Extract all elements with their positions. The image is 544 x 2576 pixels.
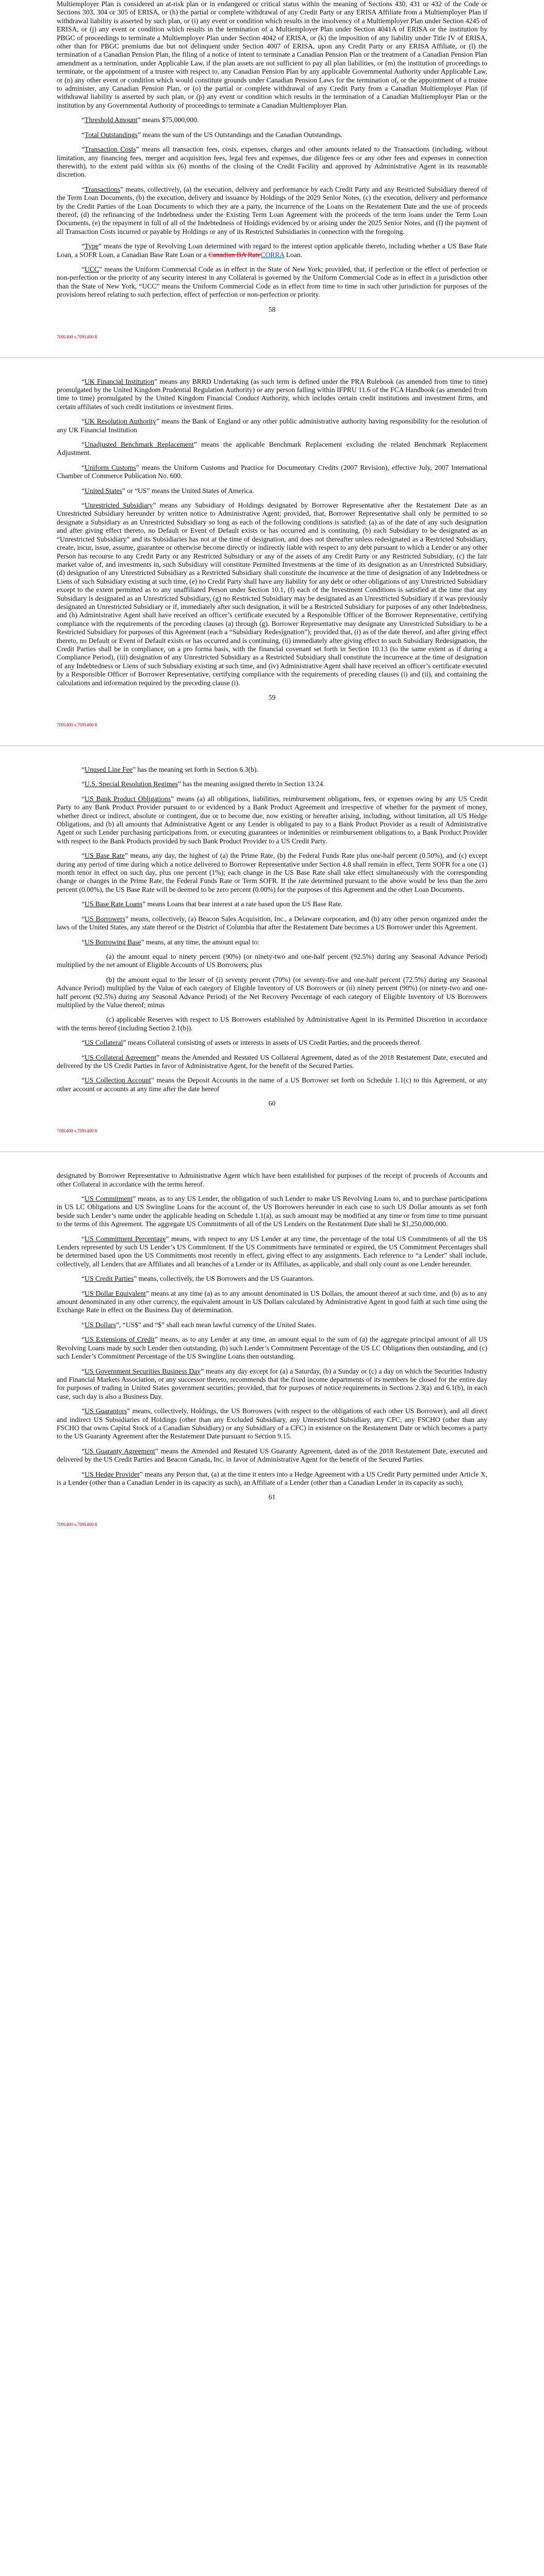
- definition-paragraph: [57, 131, 487, 139]
- open-text: “: [81, 377, 85, 385]
- definition-paragraph: [57, 1235, 487, 1269]
- definition-text: ” means, as to any US Lender, the obligation of such Lender to make US Revolving Loans to, and to purchase participations in US LC Obligations and US Swingline Loans for the account of, the US Borrowers hereunder in each case to such US Dollar amounts as set forth beside such Lender’s name under the applicable heading on Schedule 1.1(a), as such amount may be modified at any time or from time to time pursuant to the terms of this Agreement. The aggregate US Commitments of all of the US Lenders on the Restatement Date shall be $1,250,000,000.: [57, 1195, 487, 1228]
- definition-paragraph: [57, 440, 487, 457]
- defined-term: UK Resolution Authority: [85, 417, 156, 426]
- defined-term: US Commitment Percentage: [85, 1234, 166, 1243]
- definition-text: ” means, collectively, (a) Beacon Sales Acquisition, Inc., a Delaware corporation, and (b) any other person organized under the laws of the United States, any state thereof or the District of Columbia that after the Restatement Date becomes a US Borrower under this Agreement.: [57, 914, 487, 931]
- open-text: “: [81, 185, 85, 193]
- definition-paragraph: [57, 378, 487, 412]
- defined-term: UCC: [85, 265, 99, 273]
- defined-term: UK Financial Institution: [85, 377, 155, 385]
- open-text: “: [81, 766, 85, 773]
- open-text: “: [81, 1407, 85, 1415]
- definition-text: ” means all transaction fees, costs, expenses, charges and other amounts related to the Transactions (including, without limitation, any financing fees, merger and acquisition fees, legal fees and expenses, due diligence fees or any other fees and expenses in connection therewith), to the extent paid within six (6) months of the closing of the Credit Facility and approved by Administrative Agent in its reasonable discretion.: [57, 145, 487, 179]
- defined-term: Threshold Amount: [85, 116, 138, 124]
- definition-paragraph: [57, 852, 487, 894]
- page-break-gap: [57, 746, 487, 766]
- definition-paragraph: [57, 938, 487, 946]
- defined-term: Unrestricted Subsidiary: [85, 501, 153, 510]
- open-text: “: [81, 1039, 85, 1047]
- definition-paragraph: [57, 1367, 487, 1401]
- definition-paragraph: [57, 795, 487, 845]
- defined-term: Unadjusted Benchmark Replacement: [85, 440, 194, 449]
- open-text: “: [81, 1195, 85, 1202]
- definition-text: ” means, collectively, Holdings, the US Borrowers (with respect to the obligations of each other US Borrower), and all direct and indirect US Subsidiaries of Holdings (other than any Excluded Subsidiary, any Unrestricted Subsidiary, any CFC, any FSCHO (other than any FSCHO that owns Capital Stock of a Canadian Subsidiary) or any Subsidiary of a CFC) in existence on the Restatement Date or which becomes a party to the US Guaranty Agreement after the Restatement Date pursuant to Section 9.15.: [57, 1407, 487, 1440]
- document-page: [0, 746, 544, 1134]
- open-text: “: [81, 463, 85, 471]
- deleted-text: Canadian BA Rate: [208, 250, 261, 259]
- definition-text: ” means the Uniform Customs and Practice for Documentary Credits (2007 Revision), effective July, 2007 International Chamber of Commerce Publication No. 600.: [57, 463, 487, 480]
- definition-paragraph: [57, 242, 487, 259]
- defined-term: US Guaranty Agreement: [85, 1447, 155, 1455]
- defined-term: U.S. Special Resolution Regimes: [85, 780, 178, 788]
- open-text: “: [81, 914, 85, 923]
- open-text: “: [81, 501, 85, 510]
- page-number: 58: [268, 305, 276, 313]
- defined-term: US Commitment: [85, 1195, 133, 1202]
- defined-term: Type: [85, 242, 99, 250]
- definition-paragraph: [57, 1076, 487, 1093]
- definition-text: ” has the meaning set forth in Section 6.3(b).: [132, 766, 258, 773]
- trailing-text: Loan.: [284, 250, 303, 259]
- definition-paragraph: [57, 487, 487, 495]
- definition-text: ” means the Amended and Restated US Collateral Agreement, dated as of the 2018 Restatement Date, executed and delivered by the US Credit Parties in favor of Administrative Agent, for the benefit of the Secured Parties.: [57, 1053, 487, 1070]
- definition-paragraph: [57, 464, 487, 481]
- definition-text: ” means any Subsidiary of Holdings designated by Borrower Representative after the Restatement Date as an Unrestricted Subsidiary hereunder by written notice to Administrative Agent; provided, that, Borrower Representative shall only be permitted to so designate a Subsidiary as an Unrestricted Subsidiary so long as each of the following conditions is satisfied: (a) as of the date of any such designation and after giving effect thereto, no Default or Event of Default exists or has occurred and is continuing, (b) each Subsidiary to be designated as an “Unrestricted Subsidiary” and its Subsidiaries has not at the time of designation, and does not thereafter unless redesignated as a Restricted Subsidiary, create, incur, issue, assume, guarantee or otherwise become directly or indirectly liable with respect to any debt pursuant to which a Lender or any other Person has recourse to any Credit Party or any Restricted Subsidiary or any of the assets of any Credit Party or any Restricted Subsidiary, (c) the fair market value of, and investments in, such Subsidiary will constitute Permitted Investments at the time of its designation as an Unrestricted Subsidiary, (d) designation of any Unrestricted Subsidiary as a Restricted Subsidiary shall constitute the incurrence at the time of designation of any Indebtedness or Liens of such Subsidiary existing at such time, (e) no Credit Party shall have any liability for any debt or other obligations of any Unrestricted Subsidiary except to the extent permitted as to any unaffiliated Person under Section 10.1, (f) each of the Investment Conditions is satisfied at the time that any Subsidiary is designated as an Unrestricted Subsidiary, (g) no Restricted Subsidiary may be designated as an Unrestricted Subsidiary if it was previously designated an Unrestricted Subsidiary or if, immediately after such designation, it will be a Restricted Subsidiary for purposes of any other Indebtedness, and (h) Administrative Agent shall have received an officer’s certificate executed by a Responsible Officer of the Borrower Representative, certifying compliance with the requirements of the preceding clauses (a) through (g). Borrower Representative may designate any Unrestricted Subsidiary to be a Restricted Subsidiary for purposes of this Agreement (each a “Subsidiary Redesignation”); provided that, (i) as of the date thereof, and after giving effect thereto, no Default or Event of Default exists or has occurred and is continuing, (ii) immediately after giving effect to such Subsidiary Redesignation, the Credit Parties shall be in compliance, on a pro forma basis, with the financial covenant set forth in Section 10.13 (to the same extent as if during a Compliance Period), (iii) designation of any Unrestricted Subsidiary as a Restricted Subsidiary shall constitute the incurrence at the time of designation of any Indebtedness or Liens of such Subsidiary existing at such time, and (iv) Administrative Agent shall have received an officer’s certificate executed by a Responsible Officer of Borrower Representative, certifying compliance with the requirements of preceding clauses (i) and (ii), and containing the calculations and information required by the preceding clause (i).: [57, 501, 487, 687]
- open-text: “: [81, 1234, 85, 1243]
- open-text: “: [81, 938, 85, 946]
- definition-text: ” means the applicable Benchmark Replacement excluding the related Benchmark Replacement Adjustment.: [57, 440, 487, 457]
- open-text: “: [81, 130, 85, 139]
- defined-term: US Borrowing Base: [85, 938, 141, 946]
- open-text: “: [81, 1076, 85, 1084]
- text-paragraph: [57, 1172, 487, 1189]
- defined-term: US Base Rate: [85, 852, 125, 860]
- defined-term: US Base Rate Loans: [85, 900, 143, 908]
- open-text: “: [81, 900, 85, 908]
- document-id: 7091400 v.7091400 8: [57, 722, 97, 727]
- open-text: “: [81, 1053, 85, 1061]
- defined-term: US Government Securities Business Day: [85, 1367, 201, 1375]
- defined-term: US Collateral Agreement: [85, 1053, 157, 1061]
- definition-text: ” means Collateral consisting of assets or interests in assets of US Credit Parties, and the proceeds thereof.: [123, 1039, 422, 1047]
- defined-term: US Borrowers: [85, 914, 125, 923]
- definition-paragraph: [57, 1290, 487, 1315]
- definition-text: ” means, as to any Lender at any time, an amount equal to the sum of (a) the aggregate principal amount of all US Revolving Loans made by such Lender then outstanding, (b) such Lender’s Commitment Percentage of the US LC Obligations then outstanding, and (c) such Lender’s Commitment Percentage of the US Swingline Loans then outstanding.: [57, 1335, 487, 1361]
- defined-term: Total Outstandings: [85, 130, 138, 139]
- definition-paragraph: [57, 417, 487, 434]
- open-text: “: [81, 794, 85, 803]
- open-text: Multiemployer Plan is considered an at-risk plan or in endangered or critical status within the meaning of Sections 430, 431 or 432 of the Code or Sections 303, 304 or 305 of ERISA, or (h) the partial or complete withdrawal of any Credit Party or any ERISA Affiliate from a Multiemployer Plan if withdrawal liability is asserted by such plan, or (i) any event or condition which results in the insolvency of a Multiemployer Plan under Section 4245 of ERISA, or (j) any event or condition which results in the termination of a Multiemployer Plan under Section 4041A of ERISA or the institution by PBGC of proceedings to terminate a Multiemployer Plan under Section 4042 of ERISA, or (k) the imposition of any liability under Title IV of ERISA, other than for PBGC premiums due but not delinquent under Section 4007 of ERISA, upon any Credit Party or any ERISA Affiliate, or (l) the termination of a Canadian Pension Plan, the filing of a notice of intent to terminate a Canadian Pension Plan or the treatment of a Canadian Pension Plan amendment as a termination, under Applicable Law, if the plan assets are not sufficient to pay all plan liabilities, or (m) the institution of proceedings to terminate, or the appointment of a trustee with respect to, any Canadian Pension Plan by any applicable Governmental Authority under Applicable Law, or (n) any other event or condition which would constitute grounds under Canadian Pension Laws for the termination of, or the appointment of a trustee to administer, any Canadian Pension Plan, or (o) the partial or complete withdrawal of any Credit Party from a Canadian Multiemployer Plan (if withdrawal liability is asserted by such plan, or (p) any event or condition which results in the termination of a Canadian Multiemployer Plan or the institution by any Governmental Authority of proceedings to terminate a Canadian Multiemployer Plan.: [57, 0, 487, 109]
- definition-text: ” means the Deposit Accounts in the name of a US Borrower set forth on Schedule 1.1(c) to this Agreement, or any other account or accounts at any time after the date hereof: [57, 1076, 487, 1093]
- defined-term: US Extensions of Credit: [85, 1335, 155, 1344]
- page-break-gap: [57, 1152, 487, 1172]
- open-text: “: [81, 242, 85, 250]
- open-text: “: [81, 486, 85, 495]
- defined-term: US Collateral: [85, 1039, 123, 1047]
- definition-text: ” means, any day, the highest of (a) the Prime Rate, (b) the Federal Funds Rate plus one-half percent (0.50%), and (c) except during any period of time during which a notice delivered to Borrower Representative under Section 4.8 shall remain in effect, Term SOFR for a one (1) month tenor in effect on such day, plus one percent (1%); each change in the US Base Rate shall take effect simultaneously with the corresponding change or changes in the Prime Rate, the Federal Funds Rate or Term SOFR. If the rate determined pursuant to the above would be less than the zero percent (0.00%), the US Base Rate will be deemed to be zero percent (0.00%) for the purposes of this Agreement and the other Loan Documents.: [57, 852, 487, 893]
- definition-paragraph: [57, 1470, 487, 1487]
- defined-term: US Collection Account: [85, 1076, 151, 1084]
- definition-paragraph: [57, 1407, 487, 1441]
- text-paragraph: [57, 1015, 487, 1032]
- document-id: 7091400 v.7091400 8: [57, 1128, 97, 1134]
- document-id: 7091400 v.7091400 8: [57, 1522, 97, 1528]
- open-text: (b) the amount equal to the lesser of (i) seventy percent (70%) (or seventy-five and one-half percent (72.5%) during any Seasonal Advance Period) multiplied by the Value of each category of Eligible Inventory of US Borrowers or (ii) ninety percent (90%) (or ninety-two and one-half percent (92.5%) during any Seasonal Advance Period) of the Net Recovery Percentage of each category of Eligible Inventory of US Borrowers multiplied by the Value thereof; minus: [57, 975, 487, 1009]
- open-text: “: [81, 852, 85, 860]
- definition-paragraph: [57, 1195, 487, 1229]
- definition-paragraph: [57, 116, 487, 124]
- open-text: “: [81, 116, 85, 124]
- definition-paragraph: [57, 780, 487, 788]
- definition-text: ” means, collectively, (a) the execution, delivery and performance by each Credit Party and any Restricted Subsidiary thereof of the Term Loan Documents, (b) the execution, delivery and issuance by Holdings of the 2029 Senior Notes, (c) the execution, delivery and performance by the Credit Parties of the Loan Documents to which they are a party, the incurrence of the Loans on the Restatement Date and the use of proceeds thereof, (d) the refinancing of the Indebtedness under the Existing Term Loan Agreement with the proceeds of the term loans under the Term Loan Documents, (e) the repayment in full of all of the Indebtedness of Holdings evidenced by or arising under the 2025 Senior Notes, and (f) the payment of all Transaction Costs incurred or payable by Holdings or any of its Restricted Subsidiaries in connection with the foregoing.: [57, 185, 487, 235]
- defined-term: US Credit Parties: [85, 1275, 134, 1283]
- document-page: [0, 1152, 544, 1528]
- open-text: “: [81, 1367, 85, 1375]
- definition-text: ” means (a) all obligations, liabilities, reimbursement obligations, fees, or expenses owing by any US Credit Party to any Bank Product Provider pursuant to or evidenced by a Bank Product Agreement and irrespective of whether for the payment of money, whether direct or indirect, absolute or contingent, due or to become due, now existing or hereafter arising, including, without limitation, all US Hedge Obligations, and (b) all amounts that Administrative Agent or any Lender is obligated to pay to a Bank Product Provider as a result of Administrative Agent or such Lender purchasing participations from, or executing guarantees or indemnities or reimbursement obligations to, a Bank Product Provider with respect to the Bank Products provided by such Bank Product Provider to a US Credit Party.: [57, 794, 487, 845]
- open-text: “: [81, 1447, 85, 1455]
- defined-term: US Bank Product Obligations: [85, 794, 171, 803]
- open-text: “: [81, 1320, 85, 1329]
- definition-text: ” means, at any time, the amount equal to:: [141, 938, 260, 946]
- definition-paragraph: [57, 1039, 487, 1047]
- definition-paragraph: [57, 1054, 487, 1071]
- document-id: 7091400 v.7091400 8: [57, 334, 97, 340]
- open-text: (c) applicable Reserves with respect to US Borrowers established by Administrative Agent in its Permitted Discretion in accordance with the terms hereof (including Section 2.1(b)).: [57, 1015, 487, 1032]
- definition-paragraph: [57, 1275, 487, 1283]
- open-text: “: [81, 417, 85, 426]
- definition-text: ” means, with respect to any US Lender at any time, the percentage of the total US Commitments of all the US Lenders represented by such US Lender’s US Commitment. If the US Commitments have terminated or expired, the US Commitment Percentages shall be determined based upon the US Commitments most recently in effect, giving effect to any assignments. Each reference to “a Lender” shall include, collectively, all Lenders that are Affiliates and all branches of a Lender or its Affiliates, as applicable, and shall only count as one Lender hereunder.: [57, 1234, 488, 1268]
- defined-term: Transactions: [85, 185, 121, 193]
- document-page: [0, 0, 544, 340]
- page-number: 60: [268, 1099, 276, 1108]
- page-number: 61: [268, 1493, 276, 1501]
- open-text: “: [81, 440, 85, 449]
- open-text: (a) the amount equal to ninety percent (90%) (or ninety-two and one-half percent (92.5%) during any Seasonal Advance Period) multiplied by the net amount of Eligible Accounts of US Borrowers; plus: [57, 952, 487, 969]
- open-text: “: [81, 1275, 85, 1283]
- defined-term: Unused Line Fee: [85, 766, 133, 773]
- definition-paragraph: [57, 915, 487, 932]
- definition-paragraph: [57, 1335, 487, 1361]
- definition-text: ”, “US$” and “$” shall each mean lawful currency of the United States.: [116, 1320, 316, 1329]
- text-paragraph: [57, 976, 487, 1010]
- open-text: “: [81, 265, 85, 273]
- page-number: 59: [268, 693, 276, 701]
- definition-text: ” means any day except for (a) a Saturday, (b) a Sunday or (c) a day on which the Securities Industry and Financial Markets Association, or any successor thereto, recommends that the fixed income departments of its members be closed for the entire day for purposes of trading in United States government securities; provided, that for purposes of notice requirements in Sections 2.3(a) and 6.1(b), in each case, such day is also a Business Day.: [57, 1367, 487, 1400]
- open-text: “: [81, 145, 85, 154]
- page-break-gap: [57, 358, 487, 378]
- defined-term: US Dollar Equivalent: [85, 1289, 146, 1297]
- defined-term: Transaction Costs: [85, 145, 136, 154]
- definition-text: ” means the Amended and Restated US Guaranty Agreement, dated as of the 2018 Restatement Date, executed and delivered by the US Credit Parties and Beacon Canada, Inc. in favor of Administrative Agent for the benefit of the Secured Parties.: [57, 1447, 488, 1464]
- definition-text: ” means Loans that bear interest at a rate based upon the US Base Rate.: [142, 900, 343, 908]
- definition-text: ” means the Uniform Commercial Code as in effect in the State of New York; provided, that, if perfection or the effect of perfection or non-perfection or the priority of any security interest in any Collateral is governed by the Uniform Commercial Code as in effect in a jurisdiction other than the State of New York, “UCC” means the Uniform Commercial Code as in effect from time to time in such other jurisdiction for purposes of the provisions hereof relating to such perfection, effect of perfection or non-perfection or priority.: [57, 265, 487, 299]
- text-paragraph: [57, 0, 487, 110]
- definition-text: ” means at any time (a) as to any amount denominated in US Dollars, the amount thereof at such time, and (b) as to any amount denominated in any other currency, the equivalent amount in US Dollars calculated by Administrative Agent in good faith at such time using the Exchange Rate in effect on the Business Day of determination.: [57, 1289, 487, 1314]
- definition-text: ” has the meaning assigned thereto in Section 13.24.: [177, 780, 325, 788]
- defined-term: US Guarantors: [85, 1407, 127, 1415]
- definition-text: ” means any BRRD Undertaking (as such term is defined under the PRA Rulebook (as amended from time to time) promulgated by the United Kingdom Prudential Regulation Authority) or any person falling within IFPRU 11.6 of the FCA Handbook (as amended from time to time) promulgated by the United Kingdom Financial Conduct Authority, which includes certain credit institutions and investment firms, and certain affiliates of such credit institutions or investment firms.: [57, 377, 488, 411]
- defined-term: United States: [85, 486, 122, 495]
- open-text: “: [81, 1470, 85, 1478]
- definition-paragraph: [57, 145, 487, 179]
- definition-paragraph: [57, 766, 487, 774]
- definition-paragraph: [57, 900, 487, 908]
- document-page: [0, 358, 544, 728]
- definition-text: ” or “US” means the United States of America.: [122, 486, 254, 495]
- text-paragraph: [57, 953, 487, 970]
- open-text: designated by Borrower Representative to Administrative Agent which have been established for purposes of the receipt of proceeds of Accounts and other Collateral in accordance with the terms hereof.: [57, 1172, 487, 1188]
- open-text: “: [81, 780, 85, 788]
- definition-text: ” means any Person that, (a) at the time it enters into a Hedge Agreement with a US Credit Party permitted under Article X, is a Lender (other than a Canadian Lender in its capacity as such), an Affiliate of a Lender (other than a Canadian Lender in its capacity as such),: [57, 1470, 488, 1486]
- open-text: “: [81, 1335, 85, 1344]
- definition-paragraph: [57, 1321, 487, 1329]
- inserted-text: CORRA: [260, 250, 285, 259]
- definition-text: ” means the type of Revolving Loan determined with regard to the interest option applicable thereto, including whether a US Base Rate Loan, a SOFR Loan, a Canadian Base Rate Loan or a: [57, 242, 487, 259]
- definition-text: ” means, collectively, the US Borrowers and the US Guarantors.: [134, 1275, 314, 1283]
- definition-text: ” means the Bank of England or any other public administrative authority having responsibility for the resolution of any UK Financial Institution: [57, 417, 488, 434]
- definition-paragraph: [57, 501, 487, 687]
- definition-paragraph: [57, 185, 487, 236]
- defined-term: US Dollars: [85, 1320, 116, 1329]
- open-text: “: [81, 1289, 85, 1297]
- definition-text: ” means the sum of the US Outstandings and the Canadian Outstandings.: [137, 130, 343, 139]
- defined-term: US Hedge Provider: [85, 1470, 140, 1478]
- definition-paragraph: [57, 1447, 487, 1464]
- definition-paragraph: [57, 265, 487, 299]
- definition-text: ” means $75,000,000.: [137, 116, 199, 124]
- defined-term: Uniform Customs: [85, 463, 136, 471]
